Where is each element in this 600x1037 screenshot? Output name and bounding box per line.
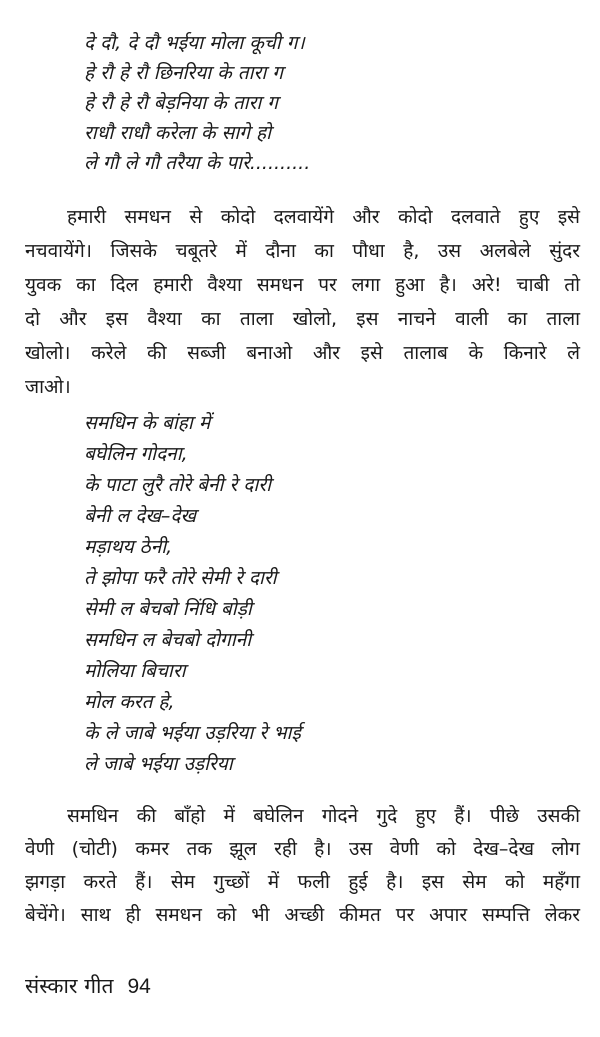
paragraph-line: वेणी (चोटी) कमर तक झूल रही है। उस वेणी को देख–देख लोग <box>25 838 580 860</box>
poem-line: हे रौ हे रौ बेड़निया के तारा ग <box>84 92 278 114</box>
poem-line: समधिन ल बेचबो दोगानी <box>84 629 252 651</box>
poem-stanza-1 <box>84 28 310 178</box>
paragraph-line: जाओ। <box>25 376 71 398</box>
poem-line: सेमी ल बेचबो निंधि बोड़ी <box>84 598 252 620</box>
poem-line: बेनी ल देख–देख <box>84 505 197 527</box>
paragraph-line: युवक का दिल हमारी वैश्या समधन पर लगा हुआ है। अरे! चाबी तो <box>25 274 580 296</box>
poem-line: बघेलिन गोदना, <box>84 443 188 465</box>
prose-paragraph-2 <box>25 800 580 932</box>
paragraph-line: खोलो। करेले की सब्जी बनाओ और इसे तालाब के किनारे ले <box>25 342 580 364</box>
book-title: संस्कार गीत <box>25 974 114 998</box>
paragraph-line: झगड़ा करते हैं। सेम गुच्छों में फली हुई है। इस सेम को महँगा <box>25 871 580 893</box>
poem-line: ले जाबे भईया उड़रिया <box>84 753 233 775</box>
page-number: 94 <box>127 975 151 998</box>
poem-line: समधिन के बांहा में <box>84 412 211 434</box>
paragraph-line: समधिन की बाँहो में बघेलिन गोदने गुदे हुए हैं। पीछे उसकी <box>67 805 580 827</box>
poem-line: हे रौ हे रौ छिनरिया के तारा ग <box>84 62 283 84</box>
poem-line: के पाटा लुरै तोरे बेनी रे दारी <box>84 474 272 496</box>
poem-line: मोलिया बिचारा <box>84 660 186 682</box>
page-footer <box>25 972 151 1000</box>
paragraph-line: बेचेंगे। साथ ही समधन को भी अच्छी कीमत पर अपार सम्पत्ति लेकर <box>25 904 580 926</box>
poem-line: ले गौ ले गौ तरैया के पारे.......... <box>84 152 311 174</box>
poem-line: दे दौ, दे दौ भईया मोला कूची ग। <box>84 32 305 54</box>
prose-paragraph-1 <box>25 200 580 404</box>
paragraph-line: हमारी समधन से कोदो दलवायेंगे और कोदो दलवाते हुए इसे <box>67 206 580 228</box>
poem-line: मड़ाथय ठेनी, <box>84 536 173 558</box>
poem-line: ते झोपा फरै तोरे सेमी रे दारी <box>84 567 277 589</box>
poem-stanza-2 <box>84 408 301 780</box>
paragraph-line: दो और इस वैश्या का ताला खोलो, इस नाचने वाली का ताला <box>25 308 580 330</box>
poem-line: के ले जाबे भईया उड़रिया रे भाई <box>84 722 301 744</box>
poem-line: राधौ राधौ करेला के सागे हो <box>84 122 272 144</box>
paragraph-line: नचवायेंगे। जिसके चबूतरे में दौना का पौधा है, उस अलबेले सुंदर <box>25 240 580 262</box>
poem-line: मोल करत हे, <box>84 691 175 713</box>
